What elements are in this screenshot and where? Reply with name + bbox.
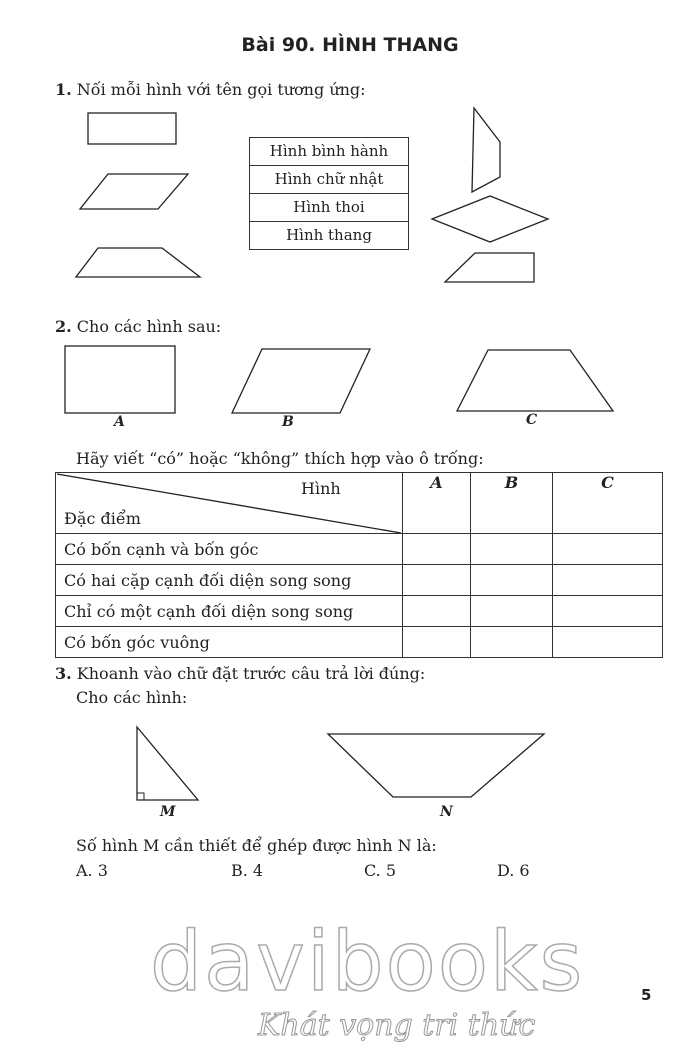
figure-m-triangle [137, 727, 198, 800]
answer-cell[interactable] [403, 596, 471, 627]
row-header-label: Đặc điểm [64, 509, 141, 528]
trapezoid-figure [76, 248, 200, 277]
answer-cell[interactable] [553, 627, 663, 658]
answer-cell[interactable] [553, 565, 663, 596]
name-rectangle[interactable]: Hình chữ nhật [250, 166, 408, 194]
rectangle-figure [88, 113, 176, 144]
label-c: C [526, 412, 538, 428]
label-b: B [282, 414, 294, 430]
table-row [56, 565, 663, 596]
answer-cell[interactable] [553, 596, 663, 627]
exercise-2-prompt [55, 317, 221, 336]
exercise-text: Cho các hình sau: [76, 317, 222, 336]
option-d[interactable]: D. 6 [497, 861, 530, 880]
answer-table [55, 472, 663, 658]
name-parallelogram[interactable]: Hình bình hành [250, 138, 408, 166]
exercise-number: 3. [55, 664, 72, 683]
answer-cell[interactable] [471, 534, 553, 565]
trapezoid-vertical-figure [472, 108, 500, 192]
figure-a-rectangle [65, 346, 175, 413]
col-c: C [553, 473, 663, 534]
row-label: Có hai cặp cạnh đối diện song song [56, 565, 403, 596]
table-row [56, 596, 663, 627]
exercise-2-instruction: Hãy viết “có” hoặc “không” thích hợp vào ô trống: [76, 449, 484, 468]
col-header-label: Hình [301, 479, 341, 498]
exercise-3-question: Số hình M cần thiết để ghép được hình N là: [76, 836, 437, 855]
page-number: 5 [641, 986, 652, 1004]
right-trapezoid-figure [445, 253, 534, 282]
option-c[interactable]: C. 5 [364, 861, 397, 880]
parallelogram-figure [80, 174, 188, 209]
figure-b-parallelogram [232, 349, 370, 413]
watermark-slogan: Khát vọng tri thức [258, 1008, 536, 1043]
watermark-brand: davibooks [150, 915, 585, 1010]
header-cell [56, 473, 403, 534]
answer-cell[interactable] [471, 565, 553, 596]
shape-names-box [249, 137, 409, 250]
option-a[interactable]: A. 3 [76, 861, 108, 880]
answer-cell[interactable] [403, 534, 471, 565]
name-rhombus[interactable]: Hình thoi [250, 194, 408, 222]
figure-n-trapezoid [328, 734, 544, 797]
figure-c-trapezoid [457, 350, 613, 411]
label-a: A [114, 414, 125, 430]
table-row [56, 534, 663, 565]
answer-cell[interactable] [553, 534, 663, 565]
page-title: Bài 90. HÌNH THANG [241, 34, 459, 56]
answer-cell[interactable] [403, 627, 471, 658]
row-label: Chỉ có một cạnh đối diện song song [56, 596, 403, 627]
answer-cell[interactable] [471, 627, 553, 658]
col-a: A [403, 473, 471, 534]
exercise-text: Khoanh vào chữ đặt trước câu trả lời đúng: [76, 664, 426, 683]
col-b: B [471, 473, 553, 534]
exercise-3-prompt [55, 664, 425, 683]
exercise-number: 2. [55, 317, 72, 336]
label-n: N [440, 804, 453, 820]
option-b[interactable]: B. 4 [231, 861, 264, 880]
row-label: Có bốn cạnh và bốn góc [56, 534, 403, 565]
name-trapezoid[interactable]: Hình thang [286, 226, 372, 244]
answer-cell[interactable] [403, 565, 471, 596]
exercise-number: 1. [55, 80, 72, 99]
exercise-text: Nối mỗi hình với tên gọi tương ứng: [76, 80, 366, 99]
table-row [56, 627, 663, 658]
label-m: M [160, 804, 176, 820]
row-label: Có bốn góc vuông [56, 627, 403, 658]
exercise-3-sub: Cho các hình: [76, 688, 188, 707]
answer-cell[interactable] [471, 596, 553, 627]
rhombus-figure [432, 196, 548, 242]
